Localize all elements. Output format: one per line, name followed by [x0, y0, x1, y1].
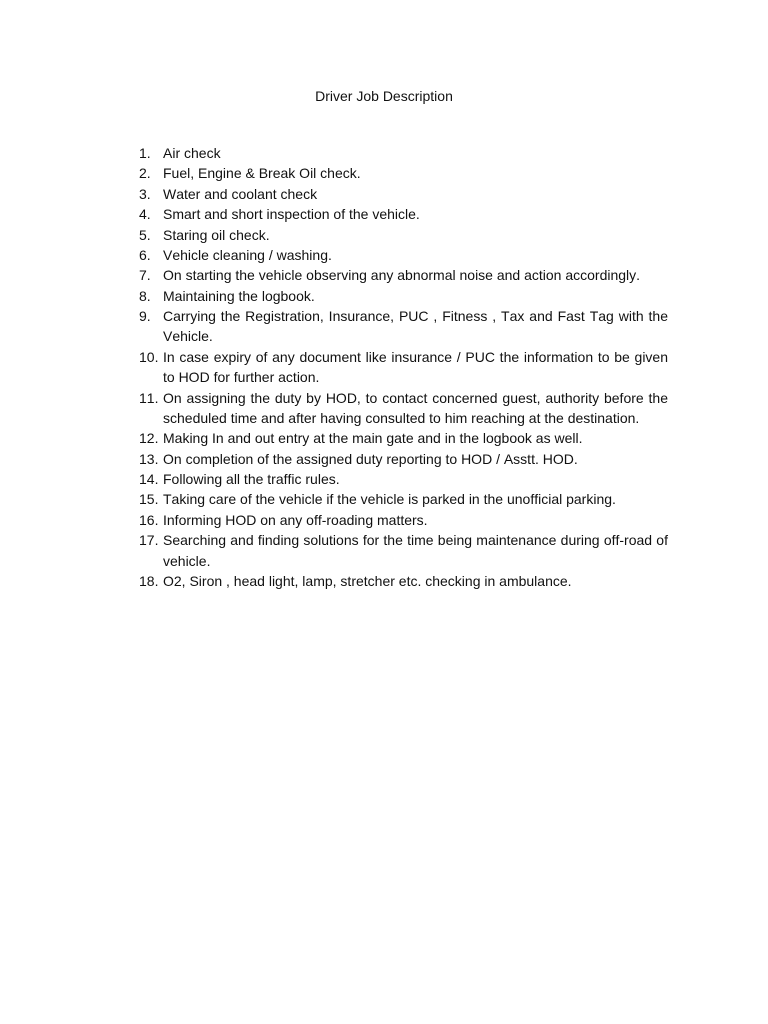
list-item	[139, 204, 668, 224]
item-text: Informing HOD on any off-roading matters.	[163, 511, 428, 528]
list-item	[139, 163, 668, 183]
duties-list	[139, 143, 668, 591]
item-text: Fuel, Engine & Break Oil check.	[163, 165, 361, 182]
list-item	[139, 469, 668, 489]
list-item	[139, 143, 668, 163]
item-text: Making In and out entry at the main gate and in the logbook as well.	[163, 430, 583, 447]
list-item	[139, 347, 668, 388]
item-text: Following all the traffic rules.	[163, 471, 340, 487]
item-number: 16.	[139, 511, 159, 528]
list-item	[139, 388, 668, 429]
list-item	[139, 184, 668, 204]
item-text: Maintaining the logbook.	[163, 287, 315, 304]
item-text: Staring oil check.	[163, 226, 270, 243]
list-item	[139, 265, 668, 285]
list-item	[139, 530, 668, 571]
item-number: 17.	[139, 532, 159, 549]
item-number: 6.	[139, 246, 151, 263]
item-text: Searching and finding solutions for the time being maintenance during off-road of vehicle.	[163, 532, 668, 569]
item-number: 9.	[139, 308, 151, 324]
list-item	[139, 449, 668, 469]
document-title: Driver Job Description	[315, 88, 453, 104]
item-number: 11.	[139, 389, 159, 406]
item-number: 4.	[139, 206, 151, 223]
item-text: O2, Siron , head light, lamp, stretcher etc. checking in ambulance.	[163, 572, 572, 589]
item-number: 13.	[139, 450, 159, 467]
item-text: Smart and short inspection of the vehicle.	[163, 206, 420, 223]
item-text: On completion of the assigned duty reporting to HOD / Asstt. HOD.	[163, 450, 578, 467]
item-number: 14.	[139, 471, 159, 487]
item-number: 8.	[139, 287, 151, 304]
item-text: In case expiry of any document like insurance / PUC the information to be given to HOD for further action.	[163, 348, 668, 386]
list-item	[139, 245, 668, 265]
item-text: Water and coolant check	[163, 185, 318, 202]
item-text: Air check	[163, 145, 221, 161]
list-item	[139, 510, 668, 530]
list-item	[139, 225, 668, 245]
item-number: 15.	[139, 491, 159, 508]
list-item	[139, 286, 668, 306]
item-number: 10.	[139, 348, 159, 365]
item-number: 7.	[139, 267, 151, 284]
item-text: Vehicle cleaning / washing.	[163, 246, 332, 263]
list-item	[139, 428, 668, 448]
item-number: 2.	[139, 165, 151, 182]
item-text: Carrying the Registration, Insurance, PUC , Fitness , Tax and Fast Tag with the Vehicle.	[163, 308, 668, 345]
item-number: 3.	[139, 185, 151, 202]
item-text: Taking care of the vehicle if the vehicle is parked in the unofficial parking.	[163, 491, 616, 508]
item-number: 5.	[139, 226, 151, 243]
list-item	[139, 306, 668, 347]
item-text: On starting the vehicle observing any abnormal noise and action accordingly.	[163, 267, 641, 284]
item-number: 1.	[139, 145, 151, 161]
item-text: On assigning the duty by HOD, to contact concerned guest, authority before the scheduled time and after having consulted to him reaching at the destination.	[163, 389, 668, 426]
item-number: 12.	[139, 430, 159, 447]
list-item	[139, 571, 668, 591]
item-number: 18.	[139, 572, 159, 589]
list-item	[139, 489, 668, 509]
